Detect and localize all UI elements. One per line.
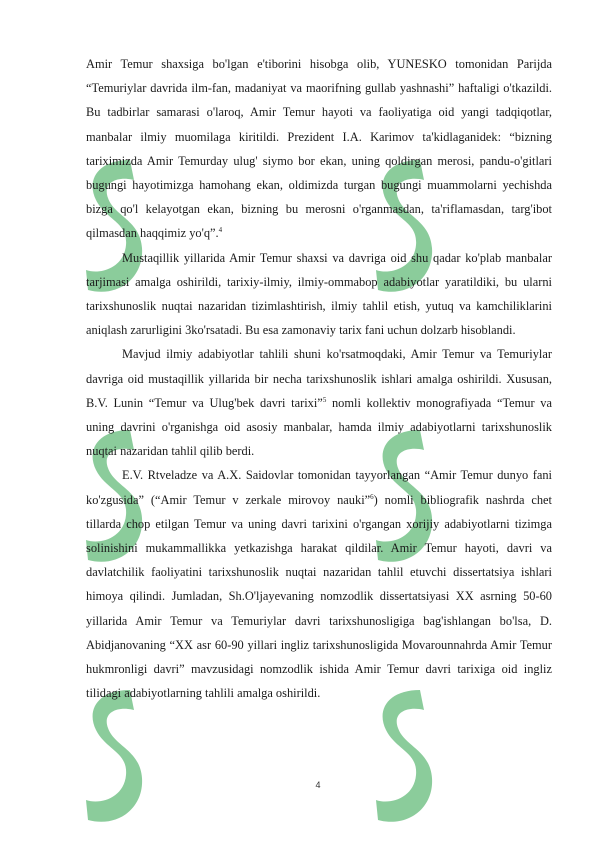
footnote-marker[interactable]: 6 — [370, 492, 374, 501]
paragraph-text: Amir Temur shaxsiga bo'lgan e'tiborini hisobga olib, YUNESKO tomonidan Parijda “Temuriylar davrida ilm-fan, madaniyat va maorifning gullab yashnashi” haftaligi o'tkazildi. Bu tadbirlar samarasi o'laroq, Amir Temur hayoti va faoliyatiga oid yangi tadqiqotlar, manbalar ilmiy muomilaga kiritildi. Prezident I.A. Karimov ta'kidlaganidek: “bizning tariximizda Amir Temurday ulug' siymo bor ekan, uning qoldirgan merosi, pandu-o'gitlari bugungi hayotimizga hamohang ekan, oldimizda turgan bugungi muammolarni yechishda bizga qo'l kelayotgan ekan, bizning bu merosni o'rganmasdan, ta'riflamasdan, targ'ibot qilmasdan haqqimiz yo'q”. — [86, 57, 552, 241]
page-number: 4 — [315, 780, 321, 790]
footnote-marker[interactable]: 5 — [322, 395, 327, 404]
body-text — [86, 52, 552, 705]
paragraph-text: E.V. Rtveladze va A.X. Saidovlar tomonidan tayyorlangan “Amir Temur dunyo fani ko'zgusida” (“Amir Temur v zerkale mirovoy nauki” — [86, 468, 552, 507]
paragraph-1 — [86, 52, 552, 246]
paragraph-4 — [86, 463, 552, 705]
paragraph-2 — [86, 246, 552, 343]
paragraph-text: Mustaqillik yillarida Amir Temur shaxsi va davriga oid shu qadar ko'plab manbalar tarjimasi amalga oshirildi, tarixiy-ilmiy, ilmiy-ommabop adabiyotlar yaratildiki, bu ularni tarixshunoslik nuqtai nazaridan tizimlashtirish, ilmiy tahlil etish, yutuq va kamchiliklarini aniqlash zarurligini 3ko'rsatadi. Bu esa zamonaviy tarix fani uchun dolzarb hisoblandi. — [86, 250, 552, 338]
paragraph-text: nomli kollektiv monografiyada “Temur va uning davrini o'rganishga oid asosiy manbalar, hamda ilmiy adabiyotlarni tarixshunoslik nuqtai nazaridan tahlil qilib berdi. — [86, 395, 552, 459]
paragraph-text: Mavjud ilmiy adabiyotlar tahlili shuni ko'rsatmoqdaki, Amir Temur va Temuriylar davriga oid mustaqillik yillarida bir necha tarixshunoslik ishlari amalga oshirildi. Xususan, B.V. Lunin “Temur va Ulug'bek davri tarixi” — [86, 347, 552, 410]
footnote-marker[interactable]: 4 — [218, 226, 223, 235]
paragraph-3 — [86, 342, 552, 463]
paragraph-text: ) nomli bibliografik nashrda chet tillarda chop etilgan Temur va uning davri tarixini o'rgangan xorijiy adabiyotlarni tizimga solinishini mukammallikka yetkazishga harakat qildilar. Amir Temur hayoti, davri va davlatchilik faoliyatini tarixshunoslik nuqtai nazaridan tahlil etuvchi dissertatsiya ishlari himoya qilindi. Jumladan, Sh.O'ljayevaning nomzodlik dissertatsiyasi XX asrning 50-60 yillarida Amir Temur va Temuriylar davri tarixshunosligiga bag'ishlangan bo'lsa, D. Abidjanovaning “XX asr 60-90 yillari ingliz tarixshunosligida Movarounnahrda Amir Temur hukmronligi davri” mavzusidagi nomzodlik ishida Amir Temur davri tarixiga oid ingliz tilidagi adabiyotlarning tahlili amalga oshirildi. — [86, 492, 552, 701]
